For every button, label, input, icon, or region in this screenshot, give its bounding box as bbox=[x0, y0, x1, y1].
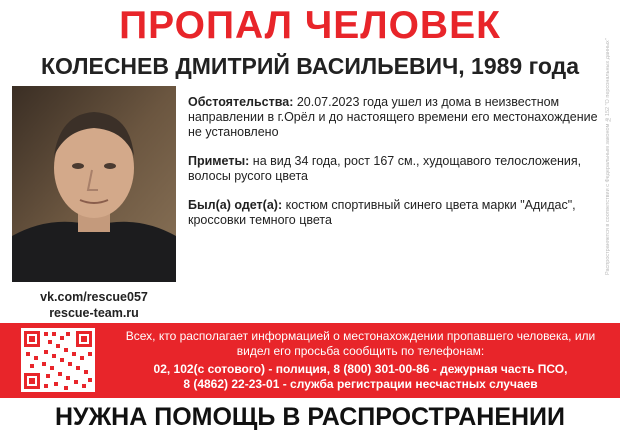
clothes-label: Был(а) одет(а): bbox=[188, 198, 283, 212]
clothes-paragraph bbox=[188, 198, 608, 228]
signs-text: на вид 34 года, рост 167 см., худощавого телосложения, волосы русого цвета bbox=[188, 154, 582, 183]
qr-code-icon[interactable] bbox=[21, 328, 95, 392]
vk-link[interactable]: vk.com/rescue057 bbox=[40, 290, 148, 304]
links-block bbox=[12, 289, 176, 321]
site-link[interactable]: rescue-team.ru bbox=[49, 306, 139, 320]
signs-paragraph bbox=[188, 154, 608, 184]
signs-label: Приметы: bbox=[188, 154, 250, 168]
clothes-text: костюм спортивный синего цвета марки "Адидас", кроссовки темного цвета bbox=[188, 198, 576, 227]
legal-side-note: Распространяется в соответствии с Федеральным законом №152 "О персональных данных" bbox=[605, 38, 611, 275]
circumstances-paragraph bbox=[188, 95, 608, 140]
phones-line-1: 02, 102(с сотового) - полиция, 8 (800) 301-00-86 - дежурная часть ПСО, bbox=[153, 362, 568, 376]
person-photo bbox=[12, 86, 176, 282]
circumstances-text: 20.07.2023 года ушел из дома в неизвестном направлении в г.Орёл и до настоящего времени его местонахождение не установлено bbox=[188, 95, 598, 139]
appeal-text: Всех, кто располагает информацией о местонахождении пропавшего человека, или видел его просьба сообщить по телефонам: bbox=[125, 329, 596, 358]
footer-call-to-action: НУЖНА ПОМОЩЬ В РАСПРОСТРАНЕНИИ bbox=[54, 403, 565, 431]
poster-title: ПРОПАЛ ЧЕЛОВЕК bbox=[119, 4, 501, 47]
person-photo-image bbox=[12, 86, 176, 282]
qr-code-image bbox=[21, 328, 95, 392]
circumstances-label: Обстоятельства: bbox=[188, 95, 294, 109]
person-name: КОЛЕСНЕВ ДМИТРИЙ ВАСИЛЬЕВИЧ, 1989 года bbox=[40, 53, 580, 79]
phones-block bbox=[108, 362, 613, 392]
details-block bbox=[188, 95, 608, 242]
phones-line-2: 8 (4862) 22-23-01 - служба регистрации несчастных случаев bbox=[183, 377, 538, 391]
